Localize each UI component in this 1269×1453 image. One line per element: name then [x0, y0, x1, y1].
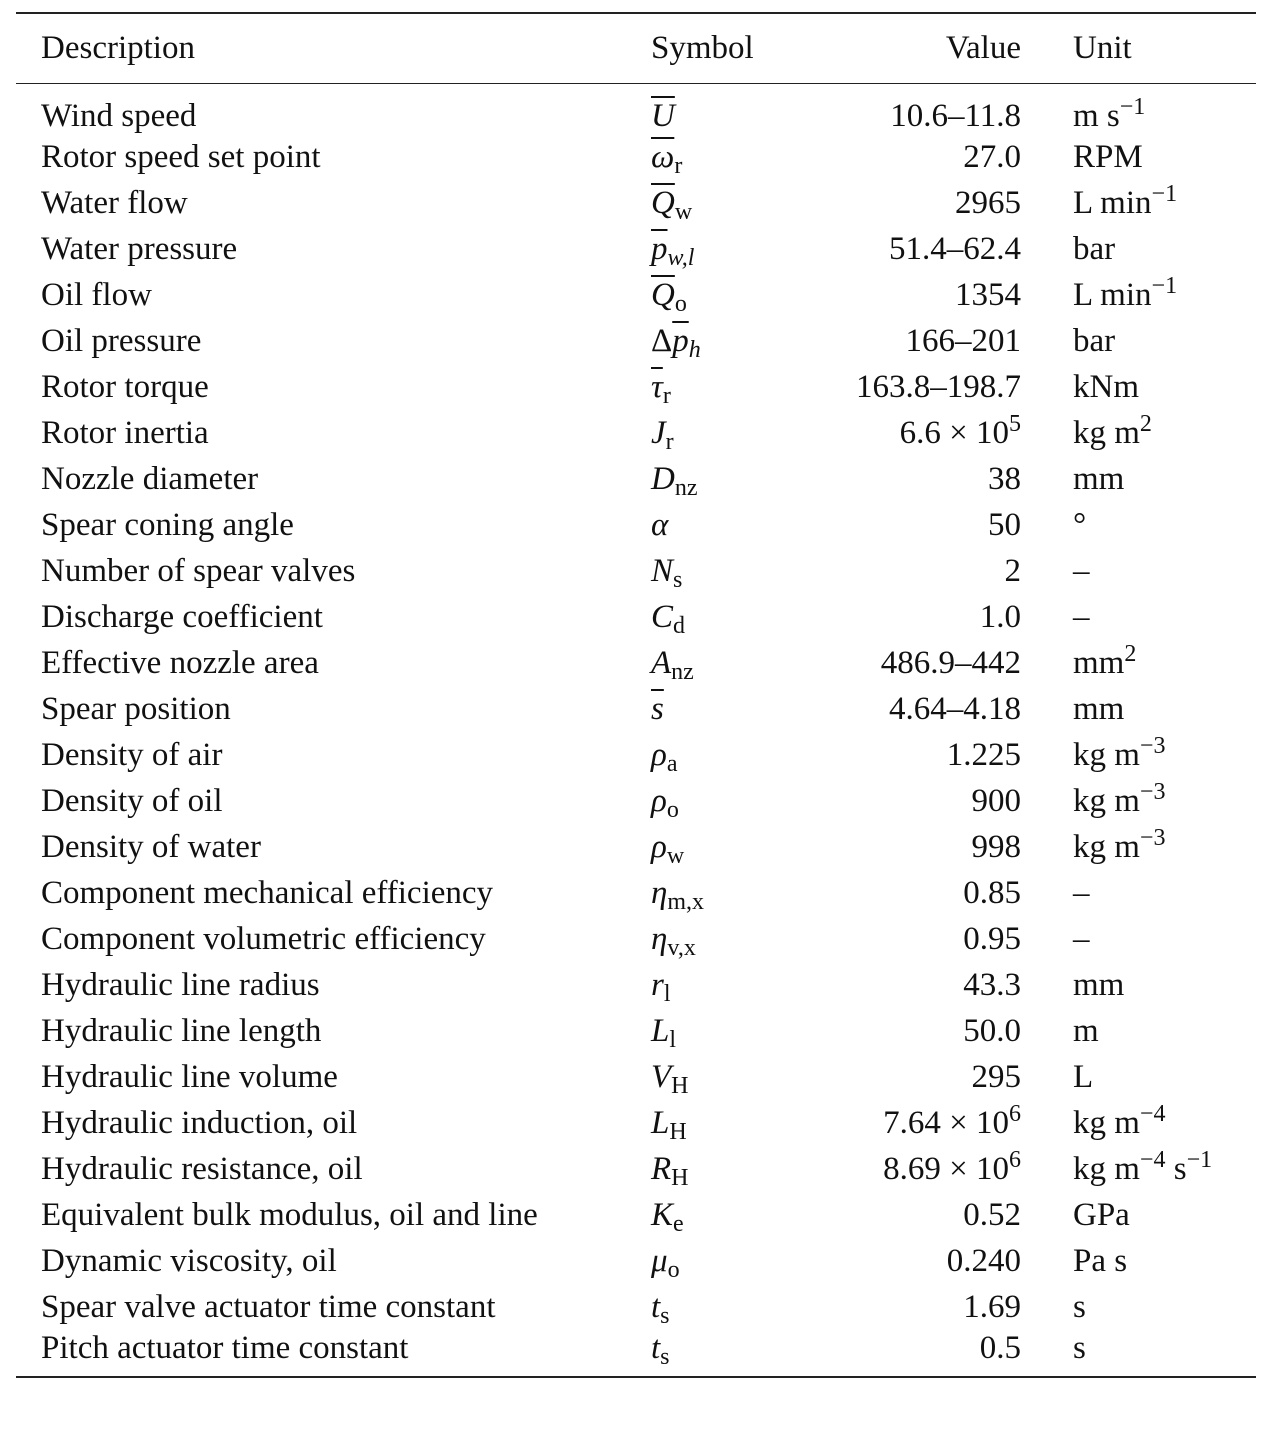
cell-value [766, 318, 1021, 364]
value-text: 4.64–4.18 [889, 690, 1021, 727]
cell-description: Wind speed [41, 97, 197, 134]
cell-symbol [626, 548, 766, 594]
cell-unit [1021, 686, 1256, 732]
value-exponent: 6 [1009, 1146, 1021, 1173]
symbol-subscript: o [666, 796, 679, 823]
cell-value [766, 364, 1021, 410]
symbol-base: ρ [651, 736, 667, 773]
cell-symbol [626, 410, 766, 456]
value-text: 51.4–62.4 [889, 230, 1021, 267]
unit-exponent: 2 [1124, 640, 1137, 667]
symbol-base: α [651, 506, 669, 543]
value-text: 6.6 × 10 [899, 414, 1009, 451]
table-row [16, 318, 1256, 364]
value-text: 2965 [955, 184, 1021, 221]
table-row [16, 226, 1256, 272]
cell-symbol [626, 180, 766, 226]
cell-description: Component mechanical efficiency [41, 874, 494, 911]
unit-text: kNm [1073, 368, 1139, 405]
cell-symbol [626, 502, 766, 548]
cell-value [766, 134, 1021, 180]
unit-exponent: −3 [1139, 732, 1166, 759]
symbol-subscript: m,x [667, 888, 705, 915]
cell-value [766, 1330, 1021, 1377]
table-row [16, 548, 1256, 594]
symbol-base: N [651, 552, 674, 589]
table-row [16, 1008, 1256, 1054]
unit-exponent: −3 [1139, 824, 1166, 851]
table-row [16, 83, 1256, 134]
cell-description: Oil flow [41, 276, 152, 313]
cell-unit [1021, 364, 1256, 410]
symbol-base: A [651, 644, 672, 681]
cell-value [766, 732, 1021, 778]
cell-unit [1021, 732, 1256, 778]
cell-description: Spear valve actuator time constant [41, 1288, 496, 1325]
symbol-subscript: s [673, 566, 683, 593]
symbol-base: $\overline{s}$ [651, 690, 664, 727]
symbol-base: R [651, 1150, 672, 1187]
symbol-subscript: l [663, 980, 671, 1007]
table-row [16, 824, 1256, 870]
cell-description: Rotor torque [41, 368, 209, 405]
cell-symbol [626, 226, 766, 272]
unit-text: RPM [1073, 138, 1143, 175]
table-row [16, 1284, 1256, 1330]
symbol-subscript: H [671, 1164, 689, 1191]
table-row [16, 640, 1256, 686]
unit-text: kg m [1073, 1150, 1140, 1187]
cell-symbol [626, 916, 766, 962]
cell-unit [1021, 640, 1256, 686]
symbol-base: D [651, 460, 675, 497]
cell-value [766, 83, 1021, 134]
cell-symbol [626, 732, 766, 778]
cell-symbol [626, 962, 766, 1008]
unit-exponent: 2 [1139, 410, 1152, 437]
symbol-base: $\overline{Q}$ [651, 184, 675, 221]
unit-text: kg m [1073, 414, 1140, 451]
value-text: 0.85 [963, 874, 1021, 911]
unit-text: GPa [1073, 1196, 1130, 1233]
cell-symbol [626, 1146, 766, 1192]
symbol-subscript: w,l [667, 244, 695, 271]
header-row [16, 13, 1256, 83]
cell-unit [1021, 1330, 1256, 1377]
symbol-subscript: e [673, 1210, 684, 1237]
symbol-subscript: nz [671, 658, 694, 685]
cell-description: Effective nozzle area [41, 644, 319, 681]
parameter-table-container [16, 12, 1256, 1378]
value-text: 0.240 [946, 1242, 1021, 1279]
symbol-base: r [651, 966, 664, 1003]
unit-text: m [1073, 1012, 1099, 1049]
symbol-base: L [651, 1012, 670, 1049]
table-row [16, 410, 1256, 456]
parameter-table [16, 12, 1256, 1378]
cell-description: Density of water [41, 828, 261, 865]
value-text: 0.52 [963, 1196, 1021, 1233]
cell-unit [1021, 548, 1256, 594]
cell-description: Pitch actuator time constant [41, 1329, 409, 1366]
header-symbol: Symbol [626, 13, 766, 83]
unit-exponent: −1 [1119, 93, 1146, 120]
symbol-base: L [651, 1104, 670, 1141]
cell-value [766, 1054, 1021, 1100]
cell-description: Rotor speed set point [41, 138, 321, 175]
cell-value [766, 870, 1021, 916]
symbol-base: t [651, 1329, 661, 1366]
symbol-subscript: H [671, 1072, 689, 1099]
value-text: 50.0 [963, 1012, 1021, 1049]
symbol-prefix: Δ [651, 322, 673, 359]
cell-symbol [626, 1008, 766, 1054]
unit-tail-exponent: −1 [1186, 1146, 1213, 1173]
cell-value [766, 1284, 1021, 1330]
unit-text: mm [1073, 966, 1125, 1003]
header-unit: Unit [1021, 13, 1256, 83]
symbol-base: μ [651, 1242, 668, 1279]
value-text: 166–201 [905, 322, 1021, 359]
symbol-subscript: l [669, 1026, 677, 1053]
table-row [16, 1238, 1256, 1284]
symbol-subscript: r [662, 382, 671, 409]
table-body [16, 83, 1256, 1377]
cell-description: Spear position [41, 690, 231, 727]
value-text: 1.69 [963, 1288, 1021, 1325]
cell-description: Oil pressure [41, 322, 202, 359]
cell-description: Equivalent bulk modulus, oil and line [41, 1196, 538, 1233]
cell-value [766, 962, 1021, 1008]
table-row [16, 1100, 1256, 1146]
cell-symbol [626, 686, 766, 732]
cell-value [766, 410, 1021, 456]
table-row [16, 870, 1256, 916]
table-row [16, 1146, 1256, 1192]
cell-unit [1021, 180, 1256, 226]
value-text: 295 [971, 1058, 1021, 1095]
cell-symbol [626, 1192, 766, 1238]
table-header [16, 13, 1256, 83]
cell-symbol [626, 824, 766, 870]
table-row [16, 1330, 1256, 1377]
unit-text: mm [1073, 690, 1125, 727]
table-row [16, 1192, 1256, 1238]
cell-symbol [626, 1238, 766, 1284]
cell-value [766, 1146, 1021, 1192]
value-text: 1.225 [946, 736, 1021, 773]
table-row [16, 502, 1256, 548]
cell-value [766, 180, 1021, 226]
table-row [16, 134, 1256, 180]
unit-text: ° [1073, 506, 1087, 543]
unit-text: kg m [1073, 736, 1140, 773]
cell-value [766, 778, 1021, 824]
unit-text: s [1073, 1288, 1086, 1325]
cell-value [766, 1100, 1021, 1146]
cell-description: Hydraulic resistance, oil [41, 1150, 363, 1187]
cell-value [766, 272, 1021, 318]
unit-text: L min [1073, 276, 1152, 313]
unit-text: L min [1073, 184, 1152, 221]
cell-unit [1021, 1100, 1256, 1146]
cell-symbol [626, 594, 766, 640]
cell-unit [1021, 318, 1256, 364]
cell-unit [1021, 1238, 1256, 1284]
cell-symbol [626, 134, 766, 180]
value-text: 900 [971, 782, 1021, 819]
unit-text: Pa s [1073, 1242, 1128, 1279]
cell-description: Spear coning angle [41, 506, 294, 543]
header-value: Value [766, 13, 1021, 83]
symbol-subscript: r [674, 152, 683, 179]
symbol-base: J [651, 414, 666, 451]
unit-text: – [1073, 920, 1090, 957]
symbol-base: ρ [651, 828, 667, 865]
cell-unit [1021, 134, 1256, 180]
unit-text: kg m [1073, 782, 1140, 819]
symbol-subscript: o [674, 290, 687, 317]
symbol-base: $\overline{\omega}$ [651, 138, 675, 175]
cell-value [766, 640, 1021, 686]
unit-text: mm [1073, 460, 1125, 497]
cell-description: Hydraulic line volume [41, 1058, 338, 1095]
value-text: 38 [988, 460, 1021, 497]
cell-unit [1021, 1054, 1256, 1100]
cell-value [766, 1008, 1021, 1054]
cell-description: Discharge coefficient [41, 598, 323, 635]
unit-exponent: −4 [1139, 1100, 1166, 1127]
cell-value [766, 456, 1021, 502]
unit-text: bar [1073, 322, 1116, 359]
symbol-subscript: w [666, 842, 685, 869]
value-text: 486.9–442 [880, 644, 1021, 681]
cell-symbol [626, 83, 766, 134]
cell-description: Density of air [41, 736, 223, 773]
cell-unit [1021, 1192, 1256, 1238]
cell-value [766, 548, 1021, 594]
unit-exponent: −1 [1151, 180, 1178, 207]
unit-text: kg m [1073, 1104, 1140, 1141]
cell-symbol [626, 640, 766, 686]
symbol-base: $\overline{Q}$ [651, 276, 675, 313]
cell-unit [1021, 83, 1256, 134]
cell-unit [1021, 1008, 1256, 1054]
cell-unit [1021, 456, 1256, 502]
cell-description: Water flow [41, 184, 188, 221]
table-row [16, 686, 1256, 732]
cell-unit [1021, 1284, 1256, 1330]
value-text: 998 [971, 828, 1021, 865]
table-row [16, 594, 1256, 640]
unit-text: – [1073, 552, 1090, 589]
value-text: 2 [1004, 552, 1021, 589]
cell-symbol [626, 318, 766, 364]
symbol-subscript: v,x [667, 934, 696, 961]
cell-unit [1021, 226, 1256, 272]
table-row [16, 364, 1256, 410]
value-text: 7.64 × 10 [883, 1104, 1009, 1141]
value-exponent: 5 [1009, 410, 1021, 437]
cell-description: Component volumetric efficiency [41, 920, 486, 957]
cell-value [766, 1192, 1021, 1238]
cell-unit [1021, 594, 1256, 640]
value-text: 0.95 [963, 920, 1021, 957]
header-description: Description [16, 13, 626, 83]
cell-value [766, 686, 1021, 732]
cell-value [766, 824, 1021, 870]
unit-text: L [1073, 1058, 1094, 1095]
cell-description: Water pressure [41, 230, 238, 267]
symbol-base: η [651, 920, 668, 957]
symbol-base: $\overline{\tau}$ [651, 368, 663, 405]
symbol-subscript: d [673, 612, 686, 639]
cell-symbol [626, 1054, 766, 1100]
value-text: 43.3 [963, 966, 1021, 1003]
cell-description: Rotor inertia [41, 414, 209, 451]
cell-unit [1021, 502, 1256, 548]
value-text: 0.5 [979, 1329, 1021, 1366]
cell-value [766, 594, 1021, 640]
table-row [16, 962, 1256, 1008]
symbol-base: η [651, 874, 668, 911]
unit-tail-text: s [1165, 1150, 1187, 1187]
cell-unit [1021, 272, 1256, 318]
symbol-base: t [651, 1288, 661, 1325]
cell-description: Hydraulic line length [41, 1012, 322, 1049]
symbol-subscript: s [660, 1343, 670, 1370]
cell-symbol [626, 870, 766, 916]
unit-exponent: −3 [1139, 778, 1166, 805]
symbol-base: $\overline{U}$ [651, 97, 675, 134]
table-row [16, 272, 1256, 318]
cell-symbol [626, 1330, 766, 1377]
symbol-subscript: a [666, 750, 678, 777]
cell-unit [1021, 1146, 1256, 1192]
unit-exponent: −4 [1139, 1146, 1166, 1173]
cell-symbol [626, 778, 766, 824]
cell-symbol [626, 1284, 766, 1330]
table-row [16, 456, 1256, 502]
unit-text: m s [1073, 97, 1120, 134]
symbol-subscript: r [665, 428, 674, 455]
value-text: 163.8–198.7 [856, 368, 1021, 405]
cell-symbol [626, 456, 766, 502]
symbol-subscript: w [674, 198, 693, 225]
cell-unit [1021, 916, 1256, 962]
cell-symbol [626, 272, 766, 318]
cell-unit [1021, 824, 1256, 870]
cell-symbol [626, 1100, 766, 1146]
table-row [16, 180, 1256, 226]
unit-text: mm [1073, 644, 1125, 681]
cell-value [766, 1238, 1021, 1284]
table-row [16, 1054, 1256, 1100]
symbol-subscript: H [669, 1118, 687, 1145]
value-text: 50 [988, 506, 1021, 543]
cell-unit [1021, 870, 1256, 916]
symbol-base: $\overline{p}$ [672, 322, 689, 359]
cell-value [766, 226, 1021, 272]
symbol-base: ρ [651, 782, 667, 819]
cell-description: Number of spear valves [41, 552, 356, 589]
value-text: 10.6–11.8 [890, 97, 1021, 134]
table-row [16, 916, 1256, 962]
cell-description: Hydraulic induction, oil [41, 1104, 358, 1141]
cell-description: Nozzle diameter [41, 460, 259, 497]
unit-text: kg m [1073, 828, 1140, 865]
cell-unit [1021, 962, 1256, 1008]
unit-text: s [1073, 1329, 1086, 1366]
symbol-base: V [651, 1058, 672, 1095]
cell-description: Dynamic viscosity, oil [41, 1242, 337, 1279]
cell-description: Hydraulic line radius [41, 966, 320, 1003]
value-text: 1.0 [979, 598, 1021, 635]
symbol-subscript: nz [674, 474, 698, 501]
value-text: 1354 [955, 276, 1021, 313]
table-row [16, 778, 1256, 824]
unit-exponent: −1 [1151, 272, 1178, 299]
table-row [16, 732, 1256, 778]
cell-value [766, 502, 1021, 548]
symbol-subscript: s [660, 1302, 670, 1329]
unit-text: – [1073, 874, 1090, 911]
symbol-subscript: o [667, 1256, 680, 1283]
symbol-base: K [651, 1196, 674, 1233]
cell-unit [1021, 410, 1256, 456]
symbol-base: $\overline{p}$ [651, 230, 668, 267]
value-text: 8.69 × 10 [883, 1150, 1009, 1187]
value-text: 27.0 [963, 138, 1021, 175]
cell-unit [1021, 778, 1256, 824]
unit-text: – [1073, 598, 1090, 635]
symbol-base: C [651, 598, 674, 635]
value-exponent: 6 [1009, 1100, 1021, 1127]
symbol-subscript: h [688, 336, 701, 363]
cell-value [766, 916, 1021, 962]
cell-description: Density of oil [41, 782, 223, 819]
cell-symbol [626, 364, 766, 410]
unit-text: bar [1073, 230, 1116, 267]
